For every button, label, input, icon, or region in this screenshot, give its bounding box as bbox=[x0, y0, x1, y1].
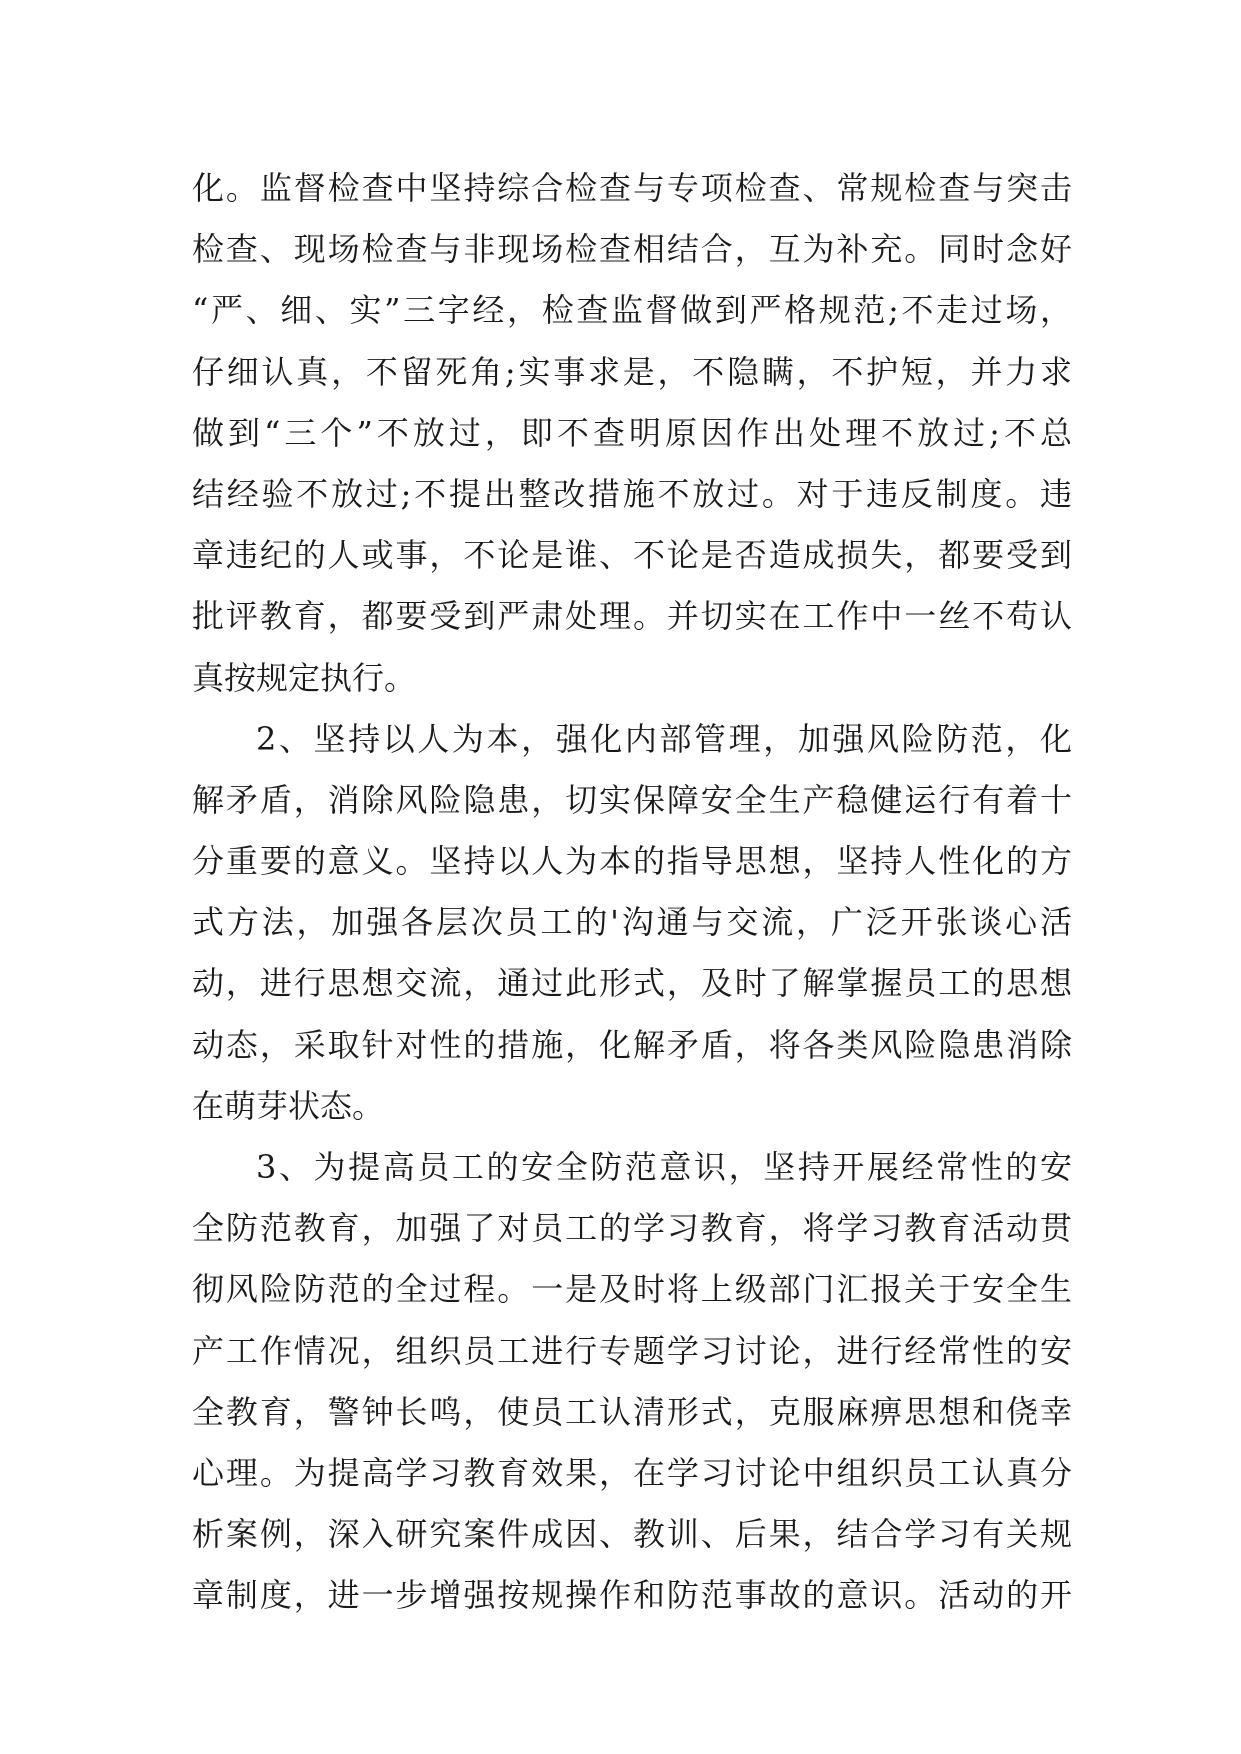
text-line: 仔细认真，不留死角;实事求是，不隐瞒，不护短，并力求 bbox=[192, 352, 1072, 391]
text-line: 动态，采取针对性的措施，化解矛盾，将各类风险隐患消除 bbox=[192, 1025, 1072, 1064]
text-line: 做到“三个”不放过，即不查明原因作出处理不放过;不总 bbox=[192, 413, 1072, 452]
text-line: 产工作情况，组织员工进行专题学习讨论，进行经常性的安 bbox=[192, 1331, 1072, 1370]
text-line: 检查、现场检查与非现场检查相结合，互为补充。同时念好 bbox=[192, 230, 1072, 269]
text-line: 分重要的意义。坚持以人为本的指导思想，坚持人性化的方 bbox=[192, 842, 1072, 881]
text-line: 章违纪的人或事，不论是谁、不论是否造成损失，都要受到 bbox=[192, 536, 1072, 575]
text-line: 式方法，加强各层次员工的'沟通与交流，广泛开张谈心活 bbox=[192, 903, 1072, 942]
text-line: 章制度，进一步增强按规操作和防范事故的意识。活动的开 bbox=[192, 1576, 1072, 1615]
text-line: 解矛盾，消除风险隐患，切实保障安全生产稳健运行有着十 bbox=[192, 780, 1072, 819]
text-line: 彻风险防范的全过程。一是及时将上级部门汇报关于安全生 bbox=[192, 1270, 1072, 1309]
paragraph-start-line: 3、为提高员工的安全防范意识，坚持开展经常性的安 bbox=[256, 1148, 1072, 1186]
text-line: 全教育，警钟长鸣，使员工认清形式，克服麻痹思想和侥幸 bbox=[192, 1392, 1072, 1431]
text-line: 析案例，深入研究案件成因、教训、后果，结合学习有关规 bbox=[192, 1515, 1072, 1554]
text-line: “严、细、实”三字经，检查监督做到严格规范;不走过场， bbox=[192, 291, 1072, 330]
text-line: 全防范教育，加强了对员工的学习教育，将学习教育活动贯 bbox=[192, 1209, 1072, 1248]
body-text bbox=[192, 158, 1072, 1627]
paragraph-start-line: 2、坚持以人为本，强化内部管理，加强风险防范，化 bbox=[256, 719, 1072, 758]
text-line: 结经验不放过;不提出整改措施不放过。对于违反制度。违 bbox=[192, 474, 1072, 513]
text-line: 化。监督检查中坚持综合检查与专项检查、常规检查与突击 bbox=[192, 169, 1072, 207]
text-line: 真按规定执行。 bbox=[192, 658, 417, 697]
text-line: 心理。为提高学习教育效果，在学习讨论中组织员工认真分 bbox=[192, 1453, 1072, 1492]
text-line: 批评教育，都要受到严肃处理。并切实在工作中一丝不苟认 bbox=[192, 597, 1072, 636]
text-line: 在萌芽状态。 bbox=[192, 1086, 385, 1125]
text-line: 动，进行思想交流，通过此形式，及时了解掌握员工的思想 bbox=[192, 964, 1072, 1003]
